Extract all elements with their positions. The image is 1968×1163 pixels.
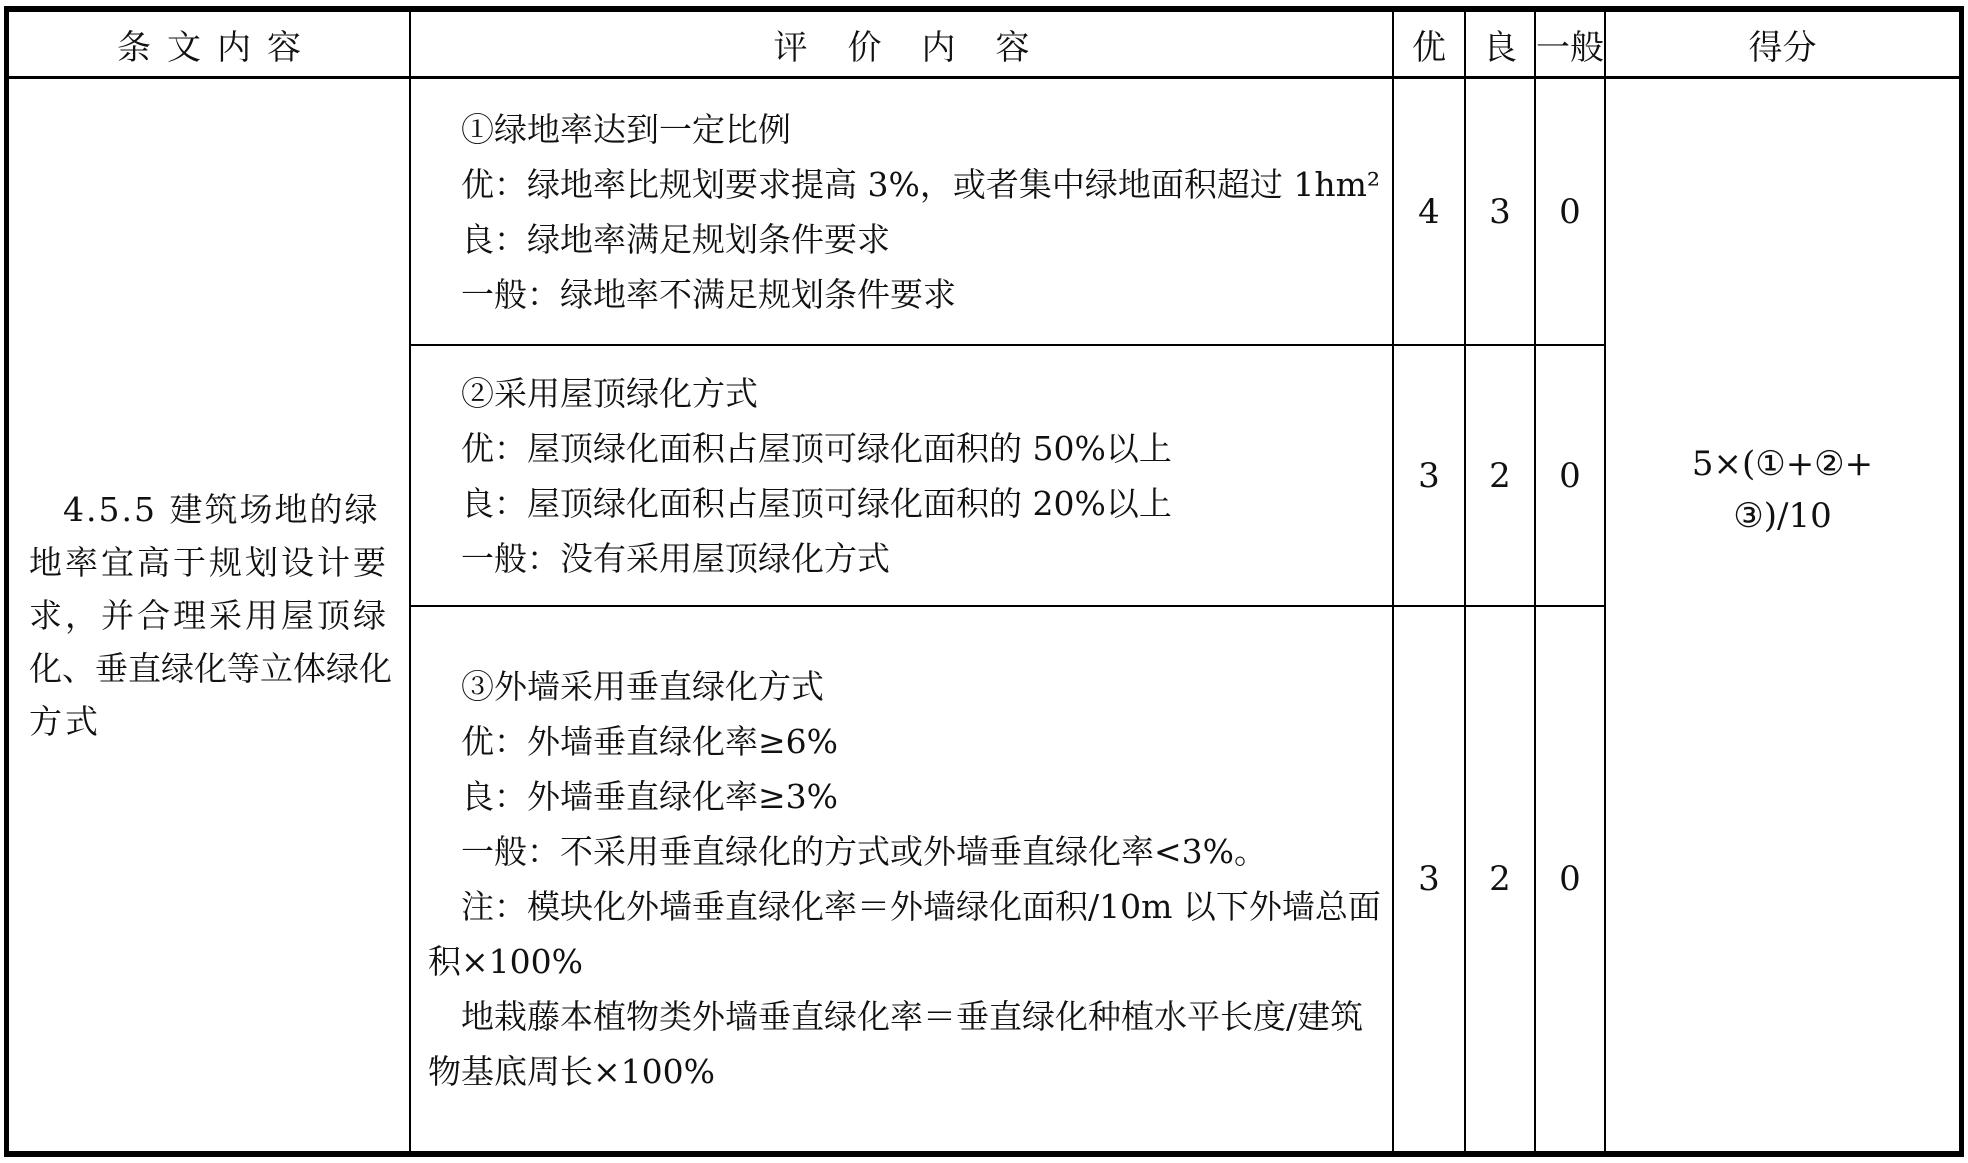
text-line: 化、垂直绿化等立体绿化	[29, 648, 392, 688]
text-line: 优：屋顶绿化面积占屋顶可绿化面积的 50%以上	[461, 428, 1172, 468]
evaluation-item-3	[411, 607, 1394, 1151]
score-fair-row3: 0	[1536, 607, 1606, 1151]
text-line: ③)/10	[1733, 496, 1832, 536]
text-line: ①绿地率达到一定比例	[461, 109, 791, 149]
header-evaluation-content: 评价内容	[411, 12, 1394, 79]
text-line: 一般：不采用垂直绿化的方式或外墙垂直绿化率<3%。	[461, 832, 1268, 871]
text-line: 积×100%	[428, 942, 583, 981]
evaluation-item-1	[411, 79, 1394, 346]
text-line: 优：绿地率比规划要求提高 3%，或者集中绿地面积超过 1hm²	[461, 164, 1381, 204]
text-line: 优：外墙垂直绿化率≥6%	[461, 722, 839, 761]
text-line: 注：模块化外墙垂直绿化率＝外墙绿化面积/10m 以下外墙总面	[461, 887, 1381, 926]
header-good: 良	[1466, 12, 1536, 79]
score-formula-cell	[1606, 79, 1959, 1151]
text-line: 方式	[29, 701, 101, 741]
text-line: 一般：没有采用屋顶绿化方式	[461, 538, 890, 578]
text-line: 4.5.5 建筑场地的绿	[63, 489, 380, 529]
score-excellent-row2: 3	[1394, 346, 1466, 607]
header-fair: 一般	[1536, 12, 1606, 79]
header-clause-content: 条文内容	[9, 12, 411, 79]
score-excellent-row3: 3	[1394, 607, 1466, 1151]
header-score: 得分	[1606, 12, 1959, 79]
evaluation-item-2	[411, 346, 1394, 607]
clause-text-cell	[9, 79, 411, 1151]
score-excellent-row1: 4	[1394, 79, 1466, 346]
evaluation-table	[4, 6, 1964, 1157]
text-line: 地栽藤本植物类外墙垂直绿化率＝垂直绿化种植水平长度/建筑	[461, 997, 1364, 1036]
score-formula	[1692, 438, 1873, 542]
score-good-row3: 2	[1466, 607, 1536, 1151]
text-line: ②采用屋顶绿化方式	[461, 373, 758, 413]
text-line: 一般：绿地率不满足规划条件要求	[461, 274, 956, 314]
text-line: 求，并合理采用屋顶绿	[29, 595, 389, 635]
score-good-row2: 2	[1466, 346, 1536, 607]
text-line: 地率宜高于规划设计要	[29, 542, 389, 582]
text-line: 物基底周长×100%	[428, 1052, 715, 1091]
header-excellent: 优	[1394, 12, 1466, 79]
text-line: 良：外墙垂直绿化率≥3%	[461, 777, 839, 816]
score-fair-row2: 0	[1536, 346, 1606, 607]
text-line: ③外墙采用垂直绿化方式	[461, 667, 824, 706]
text-line: 良：屋顶绿化面积占屋顶可绿化面积的 20%以上	[461, 483, 1172, 523]
text-line: 良：绿地率满足规划条件要求	[461, 219, 890, 259]
score-good-row1: 3	[1466, 79, 1536, 346]
text-line: 5×(①+②+	[1691, 444, 1874, 484]
score-fair-row1: 0	[1536, 79, 1606, 346]
